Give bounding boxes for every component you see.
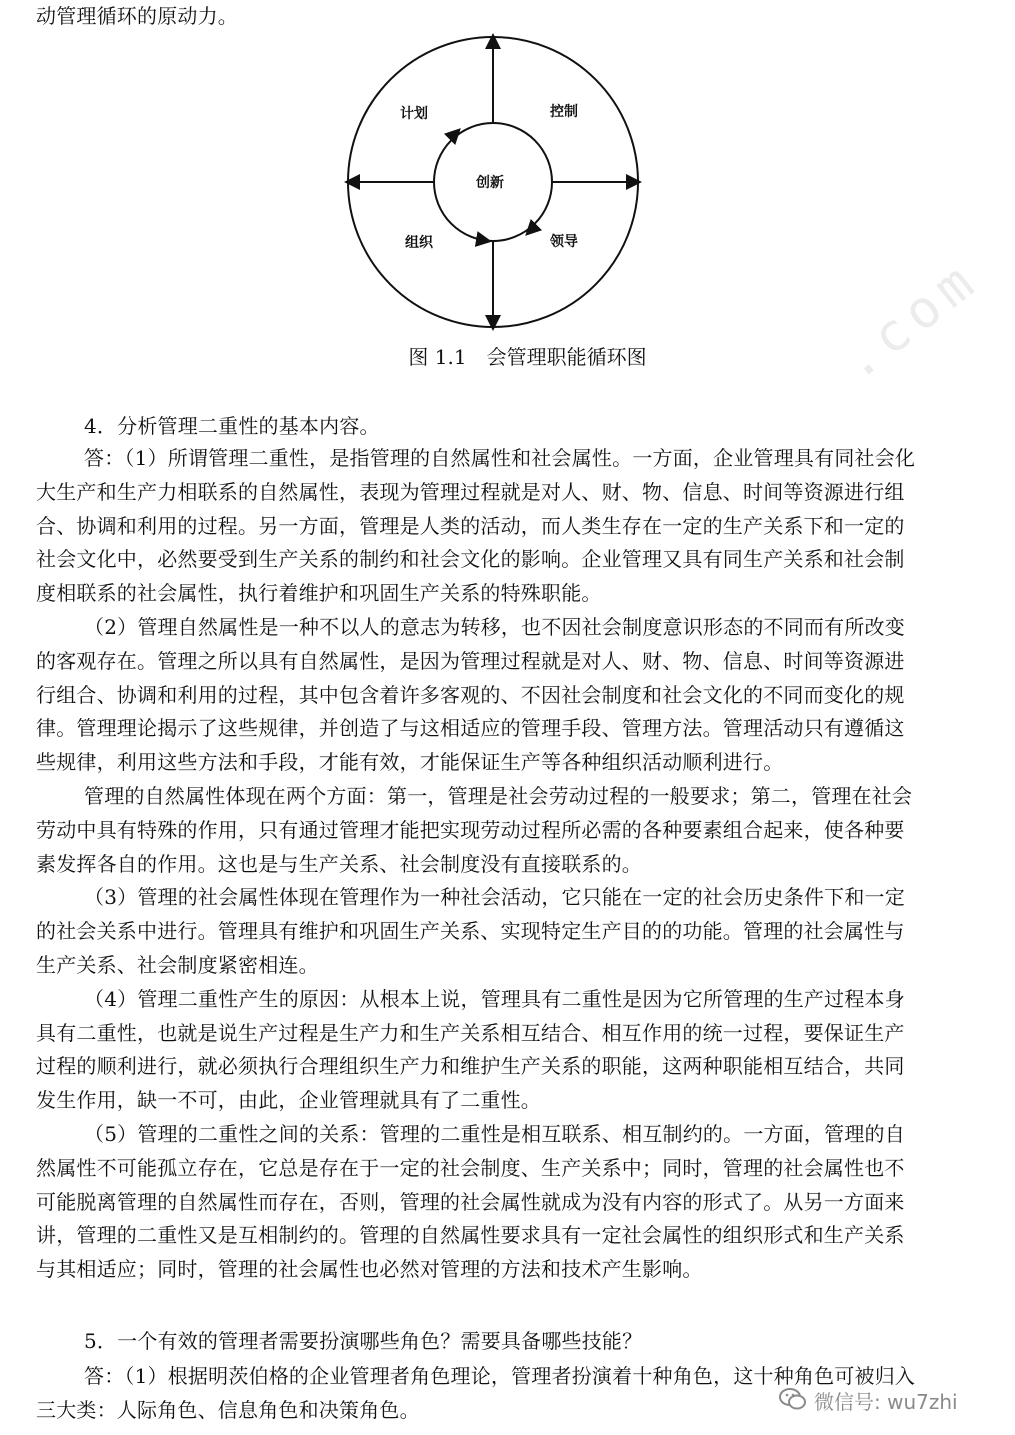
inner-arrow-bl: [482, 240, 488, 241]
paragraph-line: 社会文化中，必然要受到生产关系的制约和社会文化的影响。企业管理又具有同生产关系和社会制: [36, 547, 905, 572]
paragraph-line: 发生作用，缺一不可，由此，企业管理就具有了二重性。: [36, 1088, 541, 1113]
paragraph-line: （4）管理二重性产生的原因：从根本上说，管理具有二重性是因为它所管理的生产过程本身: [84, 986, 905, 1011]
paragraph-line: 三大类：人际角色、信息角色和决策角色。: [36, 1398, 420, 1422]
paragraph-line: 讲，管理的二重性又是互相制约的。管理的自然属性要求具有一定社会属性的组织形式和生产关系: [36, 1223, 905, 1248]
paragraph-line: 然属性不可能孤立存在，它总是存在于一定的社会制度、生产关系中；同时，管理的社会属性也不: [36, 1155, 905, 1180]
paragraph-line: 过程的顺利进行，就必须执行合理组织生产力和维护生产关系的职能，这两种职能相互结合，共同: [36, 1054, 905, 1079]
paragraph-line: 动管理循环的原动力。: [36, 4, 238, 28]
question-5-heading: 5．一个有效的管理者需要扮演哪些角色？需要具备哪些技能？: [84, 1329, 643, 1353]
label-plan: 计划: [400, 106, 428, 122]
wechat-watermark: [778, 1380, 988, 1420]
label-innovate: 创新: [476, 175, 504, 191]
paragraph-line: 劳动中具有特殊的作用，只有通过管理才能把实现劳动过程所必需的各种要素组合起来，使各种要: [36, 817, 905, 842]
paragraph-line: 答：（1）所谓管理二重性，是指管理的自然属性和社会属性。一方面，企业管理具有同社会化: [84, 446, 916, 470]
paragraph-line: 些规律，利用这些方法和手段，才能有效，才能保证生产等各种组织活动顺利进行。: [36, 750, 784, 775]
management-cycle-diagram: [330, 32, 660, 332]
label-lead: 领导: [550, 234, 578, 250]
paragraph-line: 的客观存在。管理之所以具有自然属性，是因为管理过程就是对人、财、物、信息、时间等资源进: [36, 648, 905, 673]
paragraph-line: 的社会关系中进行。管理具有维护和巩固生产关系、实现特定生产目的的功能。管理的社会属性与: [36, 919, 905, 944]
question-4-heading: 4．分析管理二重性的基本内容。: [84, 414, 380, 438]
figure-caption: 图 1.1 会管理职能循环图: [408, 345, 647, 369]
paragraph-line: （3）管理的社会属性体现在管理作为一种社会活动，它只能在一定的社会历史条件下和一定: [84, 885, 905, 910]
paragraph-line: 管理的自然属性体现在两个方面：第一，管理是社会劳动过程的一般要求；第二，管理在社会: [84, 784, 913, 808]
watermark-text: 微信号: wu7zhi: [814, 1390, 958, 1414]
paragraph-line: 合、协调和利用的过程。另一方面，管理是人类的活动，而人类生存在一定的生产关系下和一定的: [36, 513, 905, 538]
paragraph-line: 答：（1）根据明茨伯格的企业管理者角色理论，管理者扮演着十种角色，这十种角色可被归入: [84, 1364, 916, 1388]
paragraph-line: 律。管理理论揭示了这些规律，并创造了与这相适应的管理手段、管理方法。管理活动只有遵循这: [36, 716, 905, 741]
watermark-url: .com: [830, 248, 991, 393]
paragraph-line: 行组合、协调和利用的过程，其中包含着许多客观的、不因社会制度和社会文化的不同而变化的规: [36, 682, 905, 707]
label-organize: 组织: [405, 235, 433, 251]
paragraph-line: 与其相适应；同时，管理的社会属性也必然对管理的方法和技术产生影响。: [36, 1257, 703, 1282]
label-control: 控制: [550, 104, 578, 120]
paragraph-line: 度相联系的社会属性，执行着维护和巩固生产关系的特殊职能。: [36, 581, 602, 606]
paragraph-line: 大生产和生产力相联系的自然属性，表现为管理过程就是对人、财、物、信息、时间等资源进行组: [36, 479, 905, 504]
paragraph-line: （2）管理自然属性是一种不以人的意志为转移，也不因社会制度意识形态的不同而有所改变: [84, 615, 905, 639]
paragraph-line: 具有二重性，也就是说生产过程是生产力和生产关系相互结合、相互作用的统一过程，要保证生产: [36, 1020, 905, 1045]
paragraph-line: （5）管理的二重性之间的关系：管理的二重性是相互联系、相互制约的。一方面，管理的自: [84, 1122, 905, 1146]
paragraph-line: 素发挥各自的作用。这也是与生产关系、社会制度没有直接联系的。: [36, 851, 642, 876]
paragraph-line: 生产关系、社会制度紧密相连。: [36, 953, 319, 977]
wechat-icon: [778, 1384, 808, 1414]
paragraph-line: 可能脱离管理的自然属性而存在，否则，管理的社会属性就成为没有内容的形式了。从另一方面来: [36, 1189, 905, 1214]
